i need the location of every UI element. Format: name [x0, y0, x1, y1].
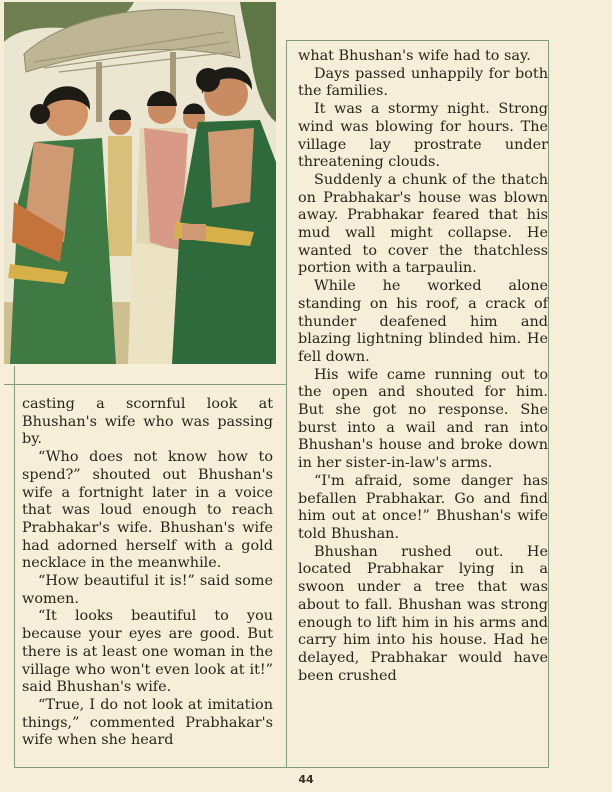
paragraph: While he worked alone standing on his roof, a crack of thunder deafened him and blazing lightning blinded him. He fell down. — [298, 278, 548, 365]
paragraph: Suddenly a chunk of the thatch on Prabhakar's house was blown away. Prabhakar feared that his mud wall might collapse. He wanted to cover the thatchless portion with a tarpaulin. — [298, 171, 548, 277]
paragraph: casting a scornful look at Bhushan's wife who was passing by. — [22, 396, 273, 448]
paragraph: “How beautiful it is!” said some women. — [22, 573, 273, 607]
paragraph: His wife came running out to the open and shouted for him. But she got no response. She burst into a wail and ran into Bhushan's house and broke down in her sister-in-law's arms. — [298, 366, 548, 472]
story-illustration — [4, 2, 276, 364]
frame-gutter — [286, 40, 287, 768]
page-number: 44 — [298, 773, 314, 786]
paragraph: “I'm afraid, some danger has befallen Prabhakar. Go and find him out at once!” Bhushan's wife told Bhushan. — [298, 472, 548, 542]
paragraph: “Who does not know how to spend?” shouted out Bhushan's wife a fortnight later in a voice that was loud enough to reach Prabhakar's wife. Bhushan's wife had adorned herself with a gold necklace in the meanwhile. — [22, 449, 273, 572]
frame-bottom — [14, 767, 549, 768]
frame-left-edge — [14, 366, 15, 768]
paragraph: “True, I do not look at imitation things,” commented Prabhakar's wife when she heard — [22, 696, 273, 749]
paragraph: It was a stormy night. Strong wind was blowing for hours. The village lay prostrate under threatening clouds. — [298, 101, 548, 171]
right-column — [298, 48, 548, 685]
frame-top-right — [286, 40, 548, 41]
paragraph: Bhushan rushed out. He located Prabhakar lying in a swoon under a tree that was about to fall. Bhushan was strong enough to lift him in his arms and carry him into his house. Had he delayed, Prabhakar would have been crushed — [298, 543, 548, 684]
left-column — [22, 396, 273, 750]
frame-right-edge — [548, 40, 549, 768]
paragraph: Days passed unhappily for both the families. — [298, 65, 548, 100]
paragraph: what Bhushan's wife had to say. — [298, 48, 531, 64]
frame-under-illustration — [4, 384, 286, 385]
paragraph: “It looks beautiful to you because your eyes are good. But there is at least one woman in the village who won't even look at it!” said Bhushan's wife. — [22, 608, 273, 696]
